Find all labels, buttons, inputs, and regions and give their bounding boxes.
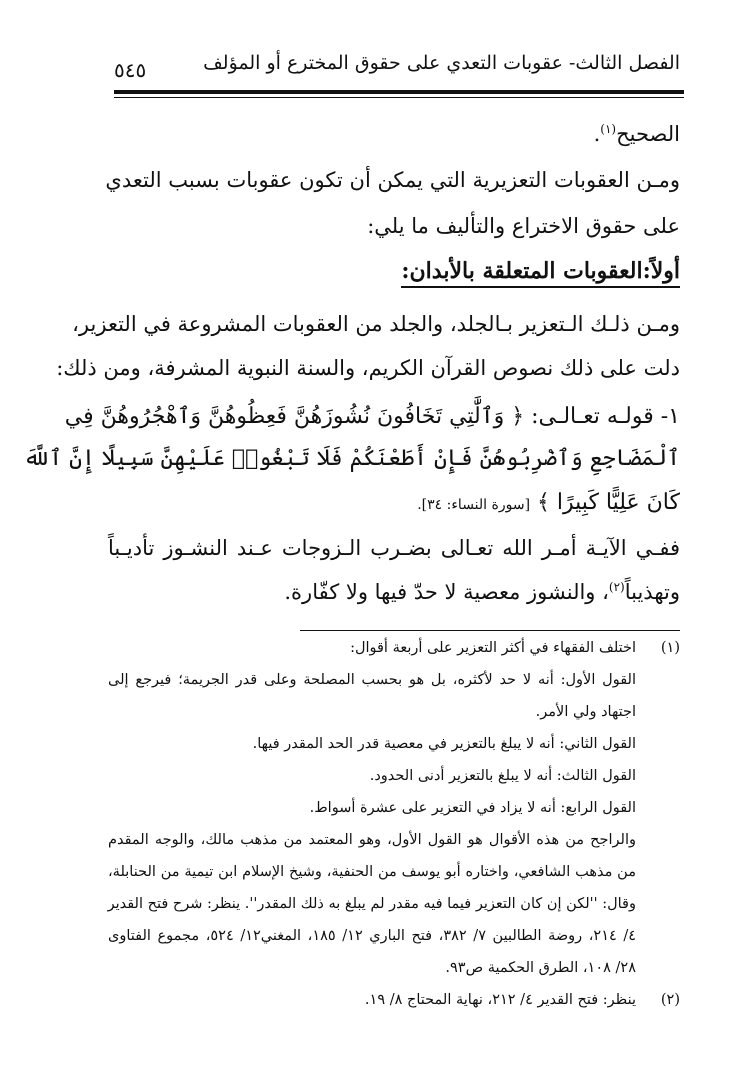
footnote-line: القول الأول: أنه لا حد لأكثره، بل هو بحسب المصلحة وعلى قدر الجريمة؛ فيرجع إلى [108,672,636,688]
footnote-line: اختلف الفقهاء في أكثر التعزير على أربعة أقوال: [350,640,636,656]
page-number: ٥٤٥ [114,58,147,82]
footnote-line: القول الثاني: أنه لا يبلغ بالتعزير في معصية قدر الحد المقدر فيها. [252,736,636,752]
footnote-ref[interactable]: (٢) [608,580,625,594]
section-heading: أولاً:العقوبات المتعلقة بالأبدان: [401,258,680,288]
footnote-line: والراجح من هذه الأقوال هو القول الأول، وهو المعتمد من مذهب مالك، والوجه المقدم [108,832,636,848]
footnote-ref[interactable]: (١) [600,122,617,136]
footnote-separator [300,630,680,631]
footnote-number: (٢) [660,992,680,1008]
running-header-title: الفصل الثالث- عقوبات التعدي على حقوق المخترع أو المؤلف [203,52,680,74]
quran-verse-line: ١- قولـه تعـالـى: ﴿ وَٱلَّٰتِي تَخَافُونَ نُشُوزَهُنَّ فَعِظُوهُنَّ وَٱهْجُرُوهُنَّ فِي [64,404,680,429]
quran-verse-line [108,490,680,515]
footnote-line: من مذهب الشافعي، واختاره أبو يوسف من الحنفية، وشيخ الإسلام ابن تيمية من الحنابلة، [108,864,636,880]
header-rule-thin [114,97,684,98]
footnote-line: ٤/ ٢١٤، روضة الطالبين ٧/ ٣٨٢، فتح الباري ١٢/ ١٨٥، المغني١٢/ ٥٢٤، مجموع الفتاوى [108,928,637,944]
header-rule-thick [114,90,684,94]
paragraph-line: دلت على ذلك نصوص القرآن الكريم، والسنة النبوية المشرفة، ومن ذلك: [56,356,680,380]
text-span: ، والنشوز معصية لا حدّ فيها ولا كفّارة. [284,580,609,604]
paragraph-line [108,580,680,604]
paragraph-line: على حقوق الاختراع والتأليف ما يلي: [367,214,680,238]
footnote-line: اجتهاد ولي الأمر. [535,704,636,720]
paragraph-line: ففـي الآيـة أمـر الله تعـالى بضـرب الـزوجات عـند النشـوز تأديـباً [108,536,680,560]
text-span: وتهذيباً [624,580,680,604]
footnote-line: القول الرابع: أنه لا يزاد في التعزير على عشرة أسواط. [309,800,636,816]
text-span: . [593,122,601,146]
paragraph-line [108,122,680,146]
paragraph-line: ومـن العقوبات التعزيرية التي يمكن أن تكون عقوبات بسبب التعدي [105,168,680,192]
quran-verse-line: ٱلْمَضَاجِعِ وَٱضْرِبُوهُنَّ فَإِنْ أَطَعْنَكُمْ فَلَا تَبْغُوا۟ عَلَيْهِنَّ سَبِيلًا إِنَّ ٱللَّهَ [23,446,680,471]
footnote-line: القول الثالث: أنه لا يبلغ بالتعزير أدنى الحدود. [369,768,636,784]
verse-citation: [سورة النساء: ٣٤]. [417,497,531,513]
footnote-line: وقال: ''لكن إن كان التعزير فيما فيه مقدر لم يبلغ به ذلك المقدر''. ينظر: شرح فتح القدير [107,896,636,912]
paragraph-line: ومـن ذلـك الـتعزير بـالجلد، والجلد من العقوبات المشروعة في التعزير، [72,312,680,336]
footnote-line: ٢٨/ ١٠٨، الطرق الحكمية ص٩٣. [445,960,636,976]
footnote-number: (١) [660,640,680,656]
text-span: الصحيح [616,122,680,146]
footnote-line: ينظر: فتح القدير ٤/ ٢١٢، نهاية المحتاج ٨/ ١٩. [364,992,636,1008]
verse-text: كَانَ عَلِيًّا كَبِيرًا ﴾ [537,490,680,515]
